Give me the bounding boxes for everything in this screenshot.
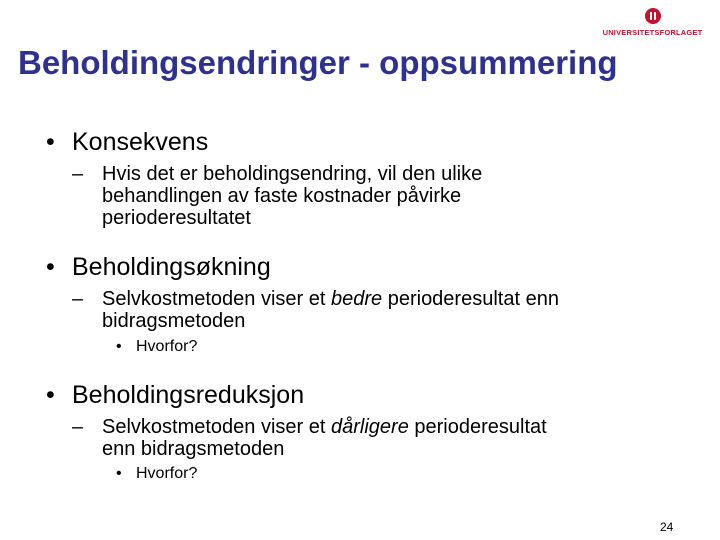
sub-bullet-line: enn bidragsmetoden: [102, 438, 285, 460]
sub-bullet-text-part: perioderesultat enn: [382, 288, 559, 310]
dash-icon: –: [72, 288, 84, 310]
bullet-heading: Beholdingsøkning: [72, 253, 271, 281]
question-text: Hvorfor?: [136, 338, 198, 355]
bullet-heading: Konsekvens: [72, 128, 209, 156]
dash-icon: –: [72, 163, 84, 185]
question-text: Hvorfor?: [136, 465, 198, 482]
sub-bullet-text-part: perioderesultat: [408, 416, 547, 438]
bullet-heading: Beholdingsreduksjon: [72, 381, 305, 409]
sub-bullet-line: [102, 288, 559, 310]
sub-bullet-line: [102, 416, 547, 438]
publisher-logo: [590, 6, 715, 40]
bullet-icon: •: [46, 128, 55, 156]
page-number: 24: [660, 520, 674, 534]
sub-bullet-line: bidragsmetoden: [102, 310, 246, 332]
sub-bullet-line: perioderesultatet: [102, 207, 251, 229]
bullet-icon: •: [46, 253, 55, 281]
emphasis-text: dårligere: [331, 416, 409, 438]
bullet-icon: •: [116, 338, 122, 355]
sub-bullet-text: [102, 288, 559, 332]
sub-bullet-text: [102, 163, 482, 229]
slide-title: Beholdingsendringer - oppsummering: [18, 44, 618, 81]
sub-bullet-text-part: Selvkostmetoden viser et: [102, 416, 331, 438]
sub-bullet-text-part: Selvkostmetoden viser et: [102, 288, 331, 310]
dash-icon: –: [72, 416, 84, 438]
bullet-icon: •: [46, 381, 55, 409]
sub-bullet-line: Hvis det er beholdingsendring, vil den ulike: [102, 163, 483, 185]
emphasis-text: bedre: [331, 288, 383, 310]
sub-bullet-text: [102, 416, 547, 460]
sub-bullet-line: behandlingen av faste kostnader påvirke: [102, 185, 462, 207]
publisher-logo-icon: [645, 8, 661, 24]
publisher-logo-text: UNIVERSITETSFORLAGET: [602, 28, 703, 37]
bullet-icon: •: [116, 465, 122, 482]
